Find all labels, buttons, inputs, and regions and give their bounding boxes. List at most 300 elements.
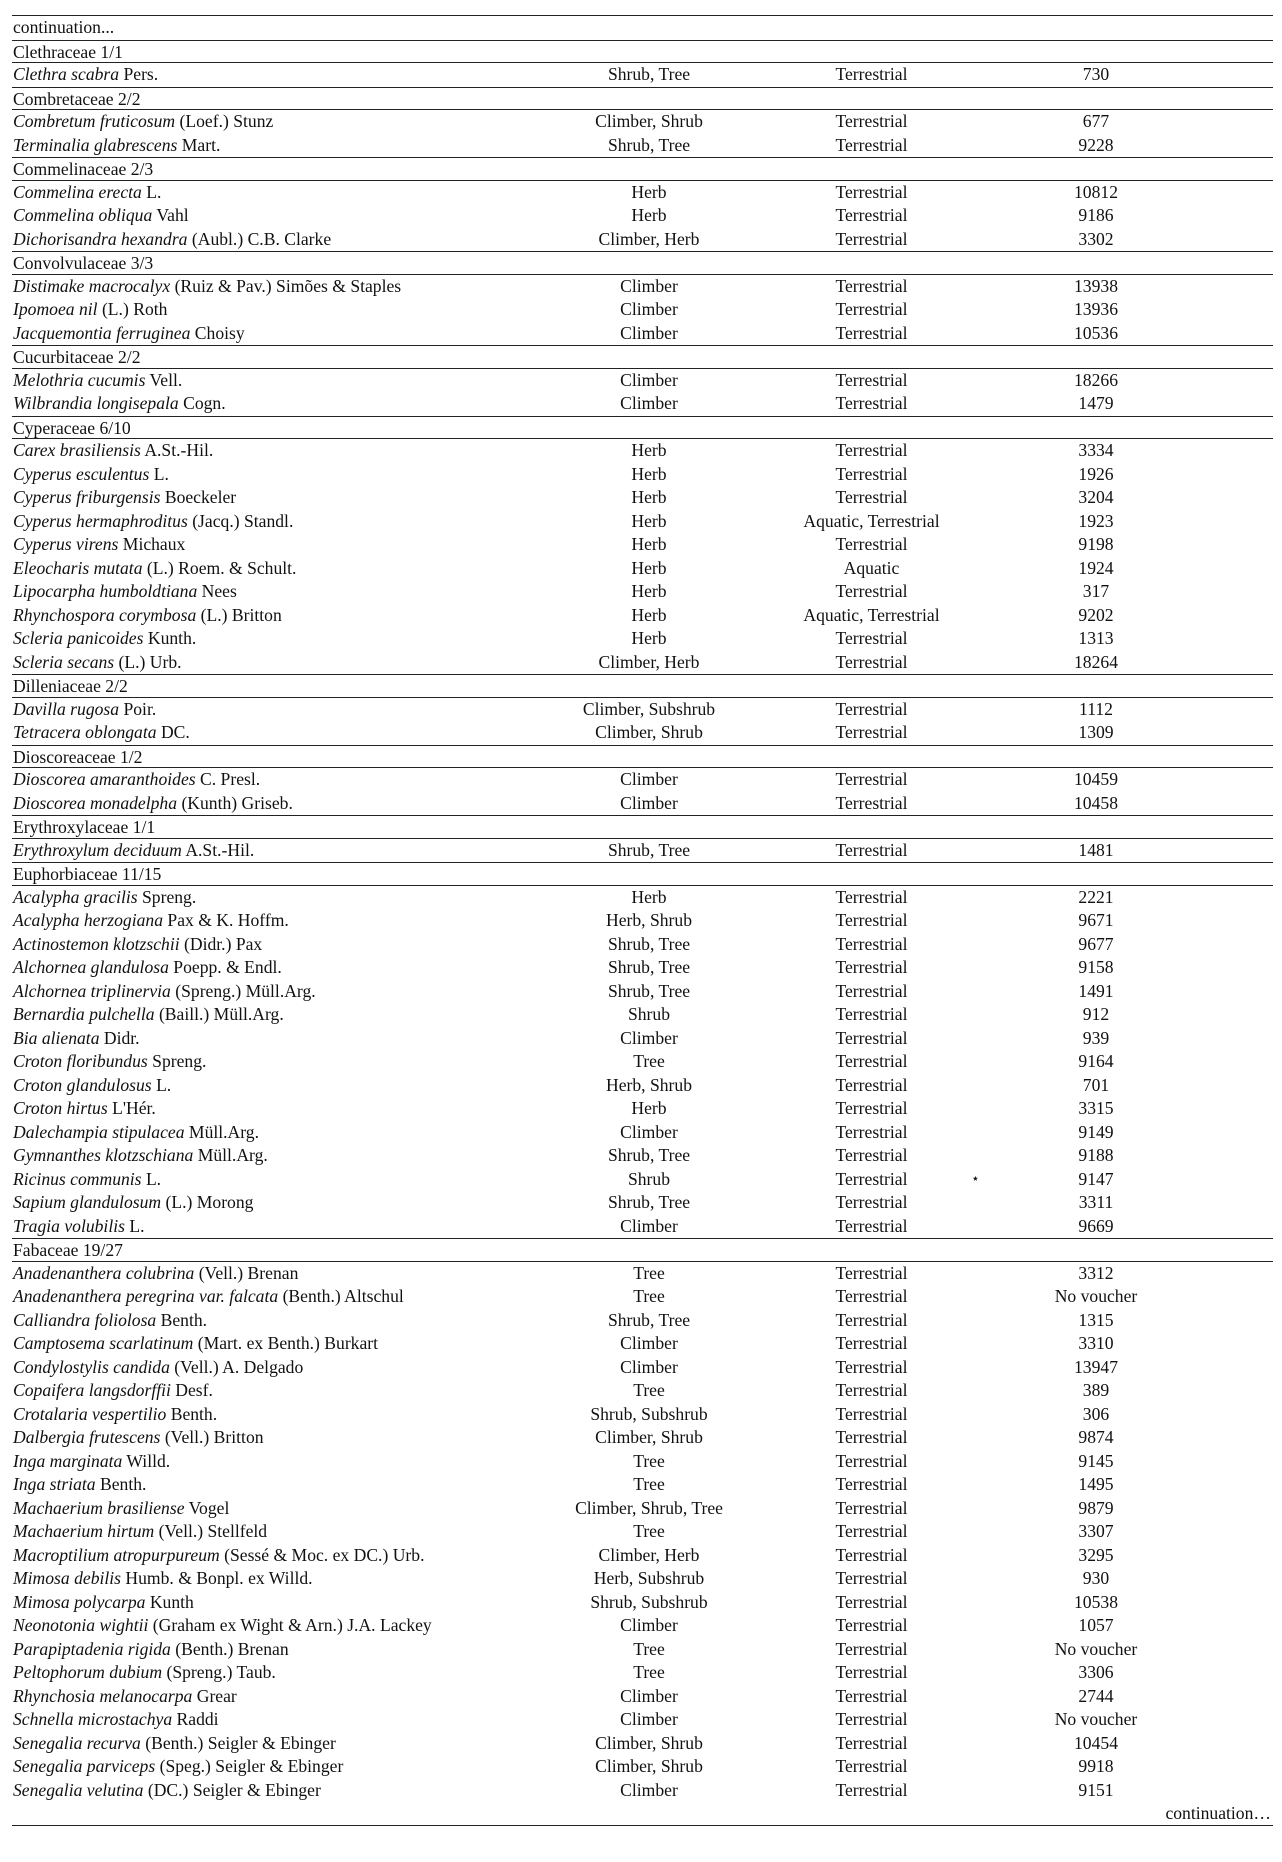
life-form: Tree (633, 1262, 665, 1283)
life-form: Herb (631, 510, 667, 531)
taxon-author: (Vell.) Stellfeld (158, 1521, 268, 1541)
species-row (12, 298, 1273, 322)
species-name-cell (12, 63, 518, 87)
species-name-cell (12, 1614, 518, 1638)
species-row (12, 110, 1273, 134)
species-name-cell (12, 1685, 518, 1709)
taxon-name: Rhynchosia melanocarpa (13, 1685, 193, 1706)
habitat: Terrestrial (835, 1309, 908, 1330)
species-name-cell (12, 980, 518, 1004)
species-name-cell (12, 228, 518, 252)
voucher-number: 3310 (1078, 1333, 1114, 1353)
taxon-name: Machaerium hirtum (13, 1521, 155, 1541)
taxon-name: Clethra scabra (13, 64, 120, 84)
life-form: Herb (631, 463, 667, 484)
species-row (12, 933, 1273, 957)
species-row (12, 1121, 1273, 1145)
naturalized-mark: ⋆ (971, 1171, 980, 1187)
family-row (12, 251, 1273, 275)
species-name-cell (12, 1520, 518, 1544)
life-form: Climber, Shrub (595, 1756, 703, 1776)
species-row (12, 369, 1273, 393)
taxon-author: Pax & K. Hoffm. (167, 910, 289, 930)
taxon-author: (Didr.) Pax (184, 933, 263, 954)
voucher-number: 9186 (1078, 205, 1114, 225)
species-row (12, 886, 1273, 910)
life-form: Tree (633, 1450, 665, 1471)
life-form: Herb (631, 628, 667, 648)
species-name-cell (12, 533, 518, 557)
taxon-author: (L.) Britton (200, 604, 282, 625)
species-name-cell (12, 886, 518, 910)
habitat: Terrestrial (835, 1168, 908, 1189)
taxon-name: Parapiptadenia rigida (13, 1638, 171, 1659)
naturalized-mark (963, 439, 1005, 463)
taxon-name: Tetracera oblongata (13, 722, 157, 742)
species-row (12, 1450, 1273, 1474)
life-form: Climber (620, 1615, 678, 1635)
voucher-number: 10454 (1074, 1732, 1118, 1753)
naturalized-mark (963, 110, 1005, 134)
life-form: Climber, Shrub (595, 1427, 703, 1447)
naturalized-mark (963, 1450, 1005, 1474)
species-name-cell (12, 1755, 518, 1779)
species-row (12, 463, 1273, 487)
naturalized-mark (963, 1003, 1005, 1027)
life-form: Climber (620, 792, 678, 813)
taxon-name: Croton floribundus (13, 1051, 148, 1071)
naturalized-mark (963, 792, 1005, 816)
species-row (12, 1661, 1273, 1685)
voucher-number: 2744 (1078, 1685, 1114, 1706)
taxon-author: A.St.-Hil. (144, 440, 214, 460)
naturalized-mark (963, 1779, 1005, 1803)
species-name-cell (12, 792, 518, 816)
taxon-name: Rhynchospora corymbosa (13, 604, 197, 625)
taxon-author: (Benth.) Altschul (282, 1286, 404, 1306)
taxon-author: (Sessé & Moc. ex DC.) Urb. (224, 1544, 425, 1565)
taxon-name: Senegalia parviceps (13, 1756, 156, 1776)
species-row (12, 1191, 1273, 1215)
habitat: Terrestrial (835, 1709, 908, 1729)
taxon-name: Combretum fruticosum (13, 111, 176, 131)
species-row (12, 651, 1273, 675)
life-form: Herb (631, 181, 667, 202)
life-form: Climber (620, 299, 678, 319)
life-form: Herb (631, 581, 667, 601)
voucher-number: 912 (1082, 1004, 1110, 1024)
species-name-cell (12, 1097, 518, 1121)
taxon-name: Jacquemontia ferruginea (13, 322, 191, 343)
taxon-author: (Aubl.) C.B. Clarke (191, 228, 332, 249)
naturalized-mark (963, 1332, 1005, 1356)
taxon-author: (Benth.) Seigler & Ebinger (145, 1732, 336, 1753)
species-row (12, 1285, 1273, 1309)
habitat: Terrestrial (835, 1497, 908, 1518)
taxon-author: Vell. (149, 369, 183, 390)
voucher-number: 306 (1082, 1403, 1110, 1424)
taxon-name: Tragia volubilis (13, 1215, 125, 1236)
life-form: Shrub, Tree (607, 933, 691, 954)
naturalized-mark (963, 1544, 1005, 1568)
voucher-number: 9158 (1078, 957, 1114, 977)
voucher-number: 677 (1082, 111, 1110, 131)
life-form: Tree (633, 1474, 665, 1494)
taxon-name: Croton hirtus (13, 1098, 108, 1118)
species-name-cell (12, 439, 518, 463)
life-form: Shrub, Subshrub (590, 1403, 708, 1424)
species-row (12, 1520, 1273, 1544)
voucher-number: 9164 (1078, 1051, 1114, 1071)
naturalized-mark (963, 651, 1005, 675)
taxon-name: Peltophorum dubium (13, 1662, 163, 1682)
naturalized-mark (963, 1285, 1005, 1309)
habitat: Terrestrial (835, 393, 908, 413)
voucher-number: 1926 (1078, 463, 1114, 484)
habitat: Terrestrial (835, 839, 908, 860)
life-form: Tree (633, 1051, 665, 1071)
species-name-cell (12, 1332, 518, 1356)
family-row (12, 416, 1273, 440)
continuation-header (12, 16, 1273, 40)
naturalized-mark (963, 980, 1005, 1004)
naturalized-mark (963, 298, 1005, 322)
taxon-name: Mimosa polycarpa (13, 1591, 146, 1612)
habitat: Terrestrial (835, 1474, 908, 1494)
naturalized-mark (963, 134, 1005, 158)
taxon-author: (Spreng.) Müll.Arg. (175, 980, 316, 1001)
species-name-cell (12, 1403, 518, 1427)
species-name-cell (12, 510, 518, 534)
life-form: Herb (631, 205, 667, 225)
life-form: Climber, Herb (598, 651, 700, 672)
taxon-name: Senegalia recurva (13, 1732, 141, 1753)
taxon-name: Gymnanthes klotzschiana (13, 1145, 194, 1165)
voucher-number: 1309 (1078, 722, 1114, 742)
taxon-name: Anadenanthera colubrina (13, 1262, 195, 1283)
life-form: Tree (633, 1521, 665, 1541)
species-row (12, 557, 1273, 581)
species-row (12, 1567, 1273, 1591)
taxon-name: Schnella microstachya (13, 1709, 173, 1729)
taxon-name: Cyperus virens (13, 534, 119, 554)
taxon-author: Nees (201, 581, 237, 601)
species-name-cell (12, 1450, 518, 1474)
naturalized-mark (963, 181, 1005, 205)
habitat: Terrestrial (835, 1685, 908, 1706)
life-form: Herb (631, 557, 667, 578)
species-name-cell (12, 1567, 518, 1591)
life-form: Herb (631, 604, 667, 625)
life-form: Climber (620, 1333, 678, 1353)
species-row (12, 1638, 1273, 1662)
habitat: Aquatic, Terrestrial (803, 510, 940, 531)
species-name-cell (12, 1356, 518, 1380)
naturalized-mark (963, 369, 1005, 393)
habitat: Terrestrial (835, 228, 908, 249)
naturalized-mark (963, 1379, 1005, 1403)
species-row (12, 627, 1273, 651)
taxon-name: Dichorisandra hexandra (13, 228, 188, 249)
taxon-author: (Vell.) Britton (164, 1427, 264, 1447)
naturalized-mark (963, 1027, 1005, 1051)
taxon-author: (L.) Urb. (118, 651, 182, 672)
voucher-number: 9149 (1078, 1121, 1114, 1142)
voucher-number: 10538 (1074, 1591, 1118, 1612)
naturalized-mark (963, 768, 1005, 792)
taxon-author: Poir. (123, 698, 157, 719)
taxon-name: Inga striata (13, 1474, 96, 1494)
naturalized-mark (963, 1215, 1005, 1239)
voucher-number: 9145 (1078, 1450, 1114, 1471)
family-name: Erythroxylaceae 1/1 (13, 817, 156, 837)
life-form: Climber (620, 1215, 678, 1236)
voucher-number: 9198 (1078, 534, 1114, 554)
taxon-name: Actinostemon klotzschii (13, 933, 180, 954)
naturalized-mark (963, 463, 1005, 487)
life-form: Shrub (627, 1168, 671, 1189)
life-form: Climber (620, 1709, 678, 1729)
habitat: Terrestrial (835, 463, 908, 484)
family-name: Cyperaceae 6/10 (13, 417, 131, 438)
voucher-number: 1315 (1078, 1309, 1114, 1330)
taxon-author: Humb. & Bonpl. ex Willd. (125, 1568, 313, 1588)
naturalized-mark (963, 1403, 1005, 1427)
species-row (12, 1356, 1273, 1380)
species-name-cell (12, 604, 518, 628)
habitat: Terrestrial (835, 1403, 908, 1424)
naturalized-mark (963, 627, 1005, 651)
species-name-cell (12, 1638, 518, 1662)
species-name-cell (12, 933, 518, 957)
continuation-label: continuation... (13, 17, 115, 37)
taxon-name: Erythroxylum deciduum (13, 839, 182, 860)
life-form: Climber, Herb (598, 228, 700, 249)
species-row (12, 1144, 1273, 1168)
life-form: Climber (620, 322, 678, 343)
species-row (12, 510, 1273, 534)
species-row (12, 533, 1273, 557)
species-name-cell (12, 1215, 518, 1239)
taxon-name: Lipocarpha humboldtiana (13, 581, 198, 601)
life-form: Climber, Shrub, Tree (575, 1497, 723, 1518)
species-name-cell (12, 1285, 518, 1309)
species-name-cell (12, 181, 518, 205)
species-name-cell (12, 1074, 518, 1098)
species-row (12, 1332, 1273, 1356)
naturalized-mark (963, 1191, 1005, 1215)
habitat: Terrestrial (835, 957, 908, 977)
habitat: Terrestrial (835, 792, 908, 813)
voucher-number: 3307 (1078, 1521, 1114, 1541)
habitat: Terrestrial (835, 933, 908, 954)
voucher-number: 9151 (1078, 1779, 1114, 1800)
naturalized-mark (963, 1661, 1005, 1685)
taxon-name: Croton glandulosus (13, 1074, 152, 1095)
family-row (12, 862, 1273, 886)
taxon-author: (Speg.) Seigler & Ebinger (159, 1756, 344, 1776)
species-name-cell (12, 134, 518, 158)
species-row (12, 322, 1273, 346)
naturalized-mark (963, 698, 1005, 722)
species-row (12, 392, 1273, 416)
habitat: Terrestrial (835, 181, 908, 202)
habitat: Terrestrial (835, 1638, 908, 1659)
habitat: Terrestrial (835, 1662, 908, 1682)
voucher-number: 9669 (1078, 1215, 1114, 1236)
naturalized-mark (963, 1520, 1005, 1544)
life-form: Shrub, Tree (607, 64, 691, 84)
taxon-name: Machaerium brasiliense (13, 1497, 185, 1518)
voucher-number: 18266 (1074, 369, 1118, 390)
taxon-name: Ricinus communis (13, 1168, 142, 1189)
taxon-name: Macroptilium atropurpureum (13, 1544, 220, 1565)
continuation-footer: continuation… (1165, 1803, 1271, 1823)
species-row (12, 1003, 1273, 1027)
life-form: Climber (620, 1121, 678, 1142)
naturalized-mark (963, 1074, 1005, 1098)
habitat: Terrestrial (835, 1544, 908, 1565)
species-row (12, 1755, 1273, 1779)
taxon-author: L. (129, 1215, 145, 1236)
species-name-cell (12, 369, 518, 393)
taxon-author: (L.) Morong (165, 1192, 254, 1212)
species-name-cell (12, 768, 518, 792)
taxon-name: Wilbrandia longisepala (13, 393, 179, 413)
naturalized-mark (963, 1309, 1005, 1333)
species-name-cell (12, 322, 518, 346)
naturalized-mark (963, 839, 1005, 863)
life-form: Climber (620, 393, 678, 413)
taxon-author: (Vell.) A. Delgado (174, 1356, 304, 1377)
species-row (12, 204, 1273, 228)
naturalized-mark (963, 1591, 1005, 1615)
species-row (12, 1732, 1273, 1756)
taxon-author: C. Presl. (200, 769, 261, 789)
species-row (12, 580, 1273, 604)
taxon-name: Condylostylis candida (13, 1356, 170, 1377)
voucher-number: 10536 (1074, 322, 1118, 343)
habitat: Terrestrial (835, 1521, 908, 1541)
species-name-cell (12, 839, 518, 863)
taxon-name: Terminalia glabrescens (13, 134, 178, 155)
taxon-author: Boeckeler (164, 487, 237, 507)
taxon-name: Davilla rugosa (13, 698, 120, 719)
habitat: Terrestrial (835, 134, 908, 155)
voucher-number: No voucher (1054, 1709, 1138, 1729)
naturalized-mark (963, 486, 1005, 510)
species-row (12, 1379, 1273, 1403)
life-form: Climber (620, 275, 678, 296)
taxon-name: Scleria secans (13, 651, 115, 672)
species-name-cell (12, 1661, 518, 1685)
life-form: Climber, Herb (598, 1544, 700, 1565)
species-name-cell (12, 1050, 518, 1074)
habitat: Terrestrial (835, 1074, 908, 1095)
habitat: Aquatic (843, 557, 900, 578)
family-name: Fabaceae 19/27 (13, 1240, 123, 1260)
species-row (12, 1027, 1273, 1051)
species-name-cell (12, 1144, 518, 1168)
species-row (12, 228, 1273, 252)
taxon-name: Sapium glandulosum (13, 1192, 162, 1212)
species-name-cell (12, 651, 518, 675)
habitat: Terrestrial (835, 534, 908, 554)
life-form: Tree (633, 1638, 665, 1659)
voucher-number: 1057 (1078, 1615, 1114, 1635)
habitat: Terrestrial (835, 1121, 908, 1142)
taxon-name: Dioscorea amaranthoides (13, 769, 196, 789)
species-row (12, 768, 1273, 792)
taxon-author: Spreng. (142, 886, 197, 907)
species-name-cell (12, 486, 518, 510)
voucher-number: 9874 (1078, 1427, 1114, 1447)
habitat: Terrestrial (835, 369, 908, 390)
habitat: Terrestrial (835, 910, 908, 930)
voucher-number: 3315 (1078, 1098, 1114, 1118)
family-name: Dilleniaceae 2/2 (13, 676, 128, 696)
life-form: Shrub, Tree (607, 1145, 691, 1165)
family-name: Dioscoreaceae 1/2 (13, 746, 143, 767)
species-name-cell (12, 1708, 518, 1732)
habitat: Terrestrial (835, 487, 908, 507)
species-name-cell (12, 1121, 518, 1145)
taxon-author: Raddi (176, 1709, 219, 1729)
taxon-name: Dalechampia stipulacea (13, 1121, 185, 1142)
voucher-number: 10459 (1074, 769, 1118, 789)
species-row (12, 181, 1273, 205)
life-form: Climber, Subshrub (582, 698, 716, 719)
taxon-name: Copaifera langsdorffii (13, 1380, 171, 1400)
voucher-number: No voucher (1054, 1638, 1138, 1659)
species-row (12, 1168, 1273, 1192)
family-name: Combretaceae 2/2 (13, 88, 141, 109)
habitat: Terrestrial (835, 1779, 908, 1800)
life-form: Herb, Shrub (605, 910, 692, 930)
voucher-number: 9879 (1078, 1497, 1114, 1518)
family-name: Commelinaceae 2/3 (13, 159, 154, 179)
life-form: Climber, Shrub (595, 1732, 703, 1753)
taxon-name: Melothria cucumis (13, 369, 146, 390)
family-row (12, 674, 1273, 698)
voucher-number: 10812 (1074, 181, 1118, 202)
habitat: Terrestrial (835, 1262, 908, 1283)
life-form: Shrub, Tree (607, 980, 691, 1001)
voucher-number: 1479 (1078, 393, 1114, 413)
life-form: Shrub, Tree (607, 839, 691, 860)
species-name-cell (12, 1591, 518, 1615)
species-name-cell (12, 580, 518, 604)
family-row (12, 345, 1273, 369)
taxon-name: Crotalaria vespertilio (13, 1403, 167, 1424)
taxon-author: Willd. (126, 1450, 171, 1471)
voucher-number: 1495 (1078, 1474, 1114, 1494)
taxon-name: Mimosa debilis (13, 1568, 122, 1588)
species-row (12, 1685, 1273, 1709)
species-row (12, 439, 1273, 463)
voucher-number: 1924 (1078, 557, 1114, 578)
life-form: Climber (620, 369, 678, 390)
habitat: Terrestrial (835, 111, 908, 131)
habitat: Terrestrial (835, 1380, 908, 1400)
voucher-number: 3311 (1078, 1192, 1114, 1212)
habitat: Terrestrial (835, 1286, 908, 1306)
species-name-cell (12, 909, 518, 933)
voucher-number: 13938 (1074, 275, 1118, 296)
species-row (12, 1591, 1273, 1615)
habitat: Terrestrial (835, 299, 908, 319)
voucher-number: 939 (1082, 1027, 1110, 1048)
